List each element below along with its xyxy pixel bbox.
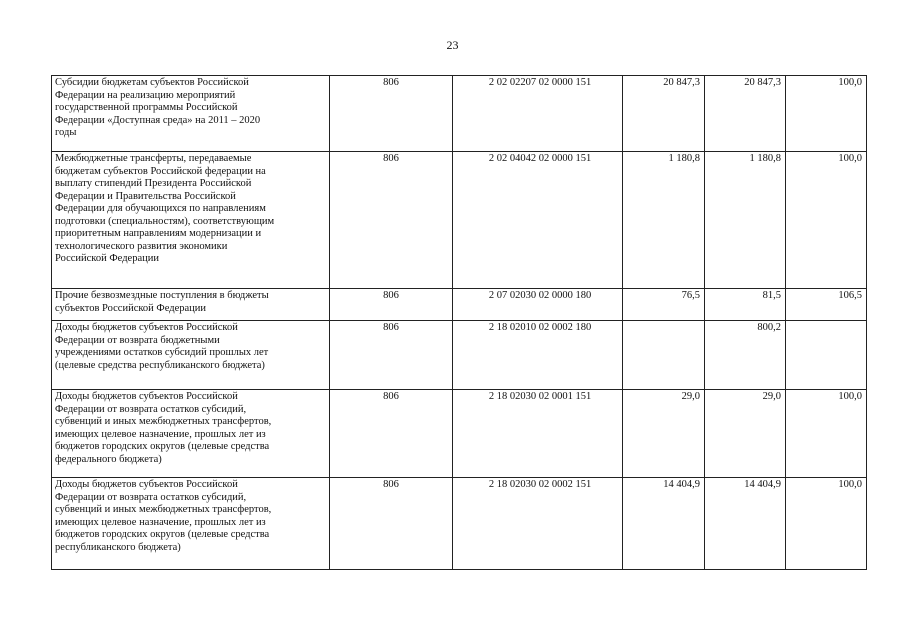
actual-amount-cell: 1 180,8 [705,152,786,289]
actual-amount-cell: 29,0 [705,390,786,478]
income-name-cell: Прочие безвозмездные поступления в бюджеты субъектов Российской Федерации [52,289,330,321]
budget-code-cell: 2 02 02207 02 0000 151 [453,76,623,152]
income-name-cell: Межбюджетные трансферты, передаваемые бюджетам субъектов Российской федерации на выплату стипендий Президента Российской Федерации и Правительства Российской Федерации для обучающихся по направлениям подготовки (специальностям), соответствующим приоритетным направлениям модернизации и технологического развития экономики Российской Федерации [52,152,330,289]
table-row [52,478,867,570]
table-row [52,321,867,390]
percent-cell: 100,0 [786,478,867,570]
percent-cell: 100,0 [786,152,867,289]
actual-amount-cell: 81,5 [705,289,786,321]
admin-code-cell: 806 [330,152,453,289]
budget-code-cell: 2 18 02010 02 0002 180 [453,321,623,390]
actual-amount-cell: 20 847,3 [705,76,786,152]
table-row [52,152,867,289]
planned-amount-cell: 29,0 [623,390,705,478]
admin-code-cell: 806 [330,289,453,321]
budget-income-table [51,75,867,570]
planned-amount-cell [623,321,705,390]
budget-code-cell: 2 07 02030 02 0000 180 [453,289,623,321]
income-name-cell: Доходы бюджетов субъектов Российской Федерации от возврата бюджетными учреждениями остатков субсидий прошлых лет (целевые средства республиканского бюджета) [52,321,330,390]
page-number: 23 [446,38,459,52]
admin-code-cell: 806 [330,478,453,570]
percent-cell: 106,5 [786,289,867,321]
admin-code-cell: 806 [330,390,453,478]
budget-code-cell: 2 18 02030 02 0002 151 [453,478,623,570]
percent-cell: 100,0 [786,390,867,478]
actual-amount-cell: 14 404,9 [705,478,786,570]
percent-cell [786,321,867,390]
budget-code-cell: 2 18 02030 02 0001 151 [453,390,623,478]
admin-code-cell: 806 [330,76,453,152]
income-name-cell: Доходы бюджетов субъектов Российской Федерации от возврата остатков субсидий, субвенций и иных межбюджетных трансфертов, имеющих целевое назначение, прошлых лет из бюджетов городских округов (целевые средства республиканского бюджета) [52,478,330,570]
planned-amount-cell: 76,5 [623,289,705,321]
budget-code-cell: 2 02 04042 02 0000 151 [453,152,623,289]
table-row [52,390,867,478]
admin-code-cell: 806 [330,321,453,390]
planned-amount-cell: 1 180,8 [623,152,705,289]
income-name-cell: Субсидии бюджетам субъектов Российской Федерации на реализацию мероприятий государственной программы Российской Федерации «Доступная среда» на 2011 – 2020 годы [52,76,330,152]
table-row [52,76,867,152]
table-row [52,289,867,321]
planned-amount-cell: 14 404,9 [623,478,705,570]
actual-amount-cell: 800,2 [705,321,786,390]
income-name-cell: Доходы бюджетов субъектов Российской Федерации от возврата остатков субсидий, субвенций и иных межбюджетных трансфертов, имеющих целевое назначение, прошлых лет из бюджетов городских округов (целевые средства федерального бюджета) [52,390,330,478]
percent-cell: 100,0 [786,76,867,152]
planned-amount-cell: 20 847,3 [623,76,705,152]
